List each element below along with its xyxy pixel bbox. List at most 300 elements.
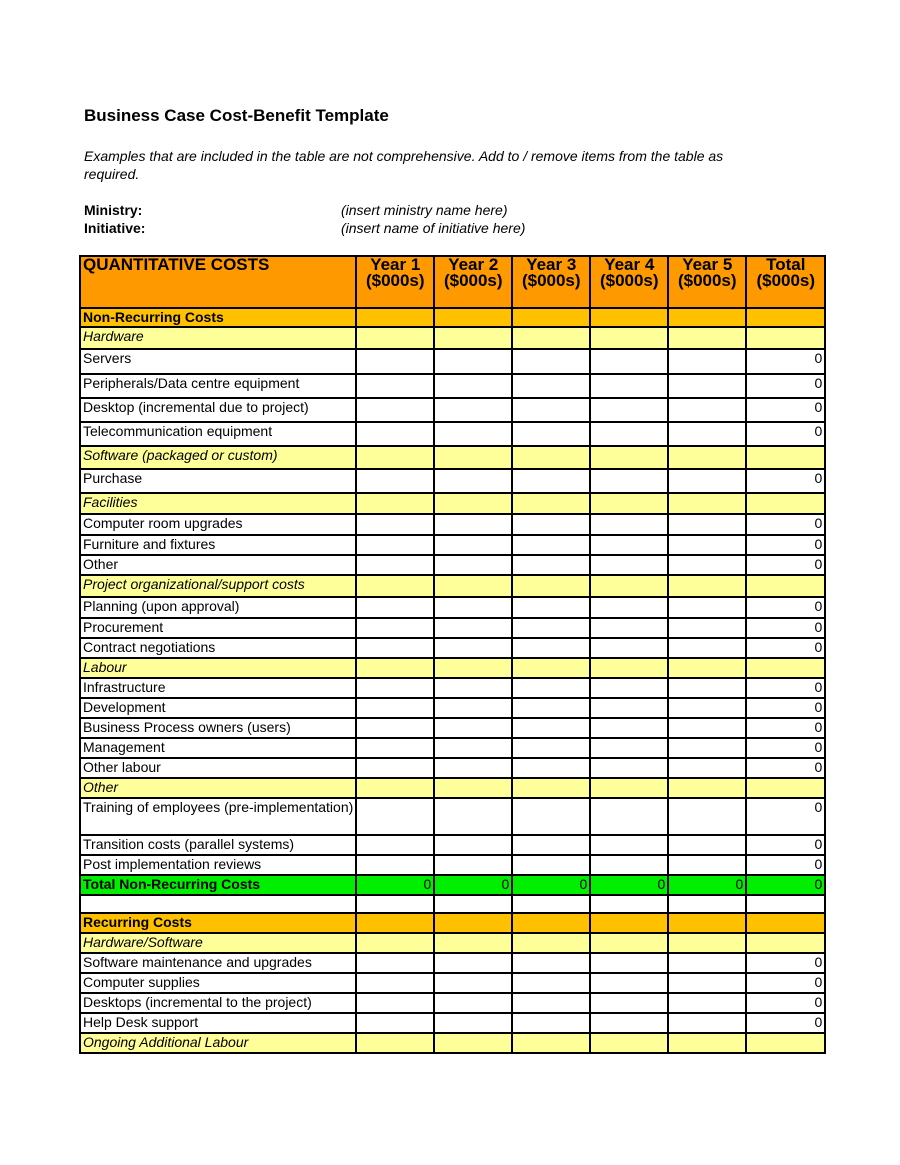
year-3-cell[interactable] (512, 597, 590, 618)
row-label: Post implementation reviews (80, 855, 356, 875)
row-label: Training of employees (pre-implementation) (80, 798, 356, 835)
year-3-cell (512, 913, 590, 933)
year-2-cell (434, 308, 512, 327)
row-label: Facilities (80, 493, 356, 514)
year-1-cell[interactable] (356, 758, 434, 778)
year-1-cell (356, 493, 434, 514)
year-3-cell[interactable] (512, 835, 590, 855)
cost-table (79, 255, 826, 1054)
year-5-cell[interactable] (668, 835, 746, 855)
year-1-cell[interactable] (356, 349, 434, 374)
table-row (80, 953, 825, 973)
year-5-cell[interactable] (668, 855, 746, 875)
year-4-cell[interactable] (590, 469, 668, 493)
year-2-cell[interactable] (434, 349, 512, 374)
year-3-header-line2: ($000s) (521, 271, 581, 290)
year-1-cell[interactable] (356, 422, 434, 446)
year-5-cell[interactable] (668, 953, 746, 973)
year-2-cell: 0 (434, 875, 512, 895)
total-cell (746, 933, 825, 953)
year-4-cell[interactable] (590, 398, 668, 422)
year-5-cell (668, 913, 746, 933)
year-5-cell (668, 933, 746, 953)
subsection-row (80, 778, 825, 798)
total-cell: 0 (746, 514, 825, 535)
year-1-cell[interactable] (356, 618, 434, 638)
year-1-cell[interactable] (356, 738, 434, 758)
year-2-cell (434, 575, 512, 597)
year-3-cell[interactable] (512, 514, 590, 535)
year-1-header-line1: Year 1 (370, 256, 421, 274)
total-cell: 0 (746, 349, 825, 374)
year-3-cell[interactable] (512, 973, 590, 993)
year-3-cell (512, 778, 590, 798)
subsection-row (80, 327, 825, 349)
year-2-cell[interactable] (434, 953, 512, 973)
year-1-header-line2: ($000s) (365, 271, 425, 290)
table-row (80, 374, 825, 398)
row-label: Desktop (incremental due to project) (80, 398, 356, 422)
total-cell (746, 658, 825, 678)
table-row (80, 469, 825, 493)
year-1-cell[interactable] (356, 514, 434, 535)
row-label: Contract negotiations (80, 638, 356, 658)
year-2-cell (434, 327, 512, 349)
year-2-cell[interactable] (434, 758, 512, 778)
year-2-header-line2: ($000s) (443, 271, 503, 290)
ministry-label: Ministry: (84, 202, 143, 218)
total-cell (746, 327, 825, 349)
year-2-cell[interactable] (434, 398, 512, 422)
table-header-row (80, 256, 825, 308)
year-3-cell[interactable] (512, 618, 590, 638)
year-3-cell[interactable] (512, 953, 590, 973)
year-4-cell[interactable] (590, 618, 668, 638)
year-5-cell[interactable] (668, 798, 746, 835)
total-cell (746, 446, 825, 469)
year-3-cell (512, 658, 590, 678)
row-label: Planning (upon approval) (80, 597, 356, 618)
total-cell: 0 (746, 698, 825, 718)
table-row (80, 555, 825, 575)
row-label: Total Non-Recurring Costs (80, 875, 356, 895)
year-3-header (512, 256, 590, 308)
year-4-cell[interactable] (590, 738, 668, 758)
year-5-cell (668, 778, 746, 798)
row-label: Recurring Costs (80, 913, 356, 933)
total-header-line2: ($000s) (756, 271, 816, 290)
year-4-cell[interactable] (590, 798, 668, 835)
year-5-cell (668, 308, 746, 327)
year-4-cell[interactable] (590, 555, 668, 575)
year-4-cell (590, 575, 668, 597)
row-label: Help Desk support (80, 1013, 356, 1033)
total-cell: 0 (746, 798, 825, 835)
year-4-cell[interactable] (590, 1013, 668, 1033)
year-1-cell (356, 778, 434, 798)
year-1-cell[interactable] (356, 374, 434, 398)
total-cell: 0 (746, 758, 825, 778)
table-row (80, 398, 825, 422)
year-5-cell[interactable] (668, 349, 746, 374)
year-4-cell[interactable] (590, 514, 668, 535)
year-4-cell (590, 1033, 668, 1053)
table-row (80, 618, 825, 638)
total-cell (746, 913, 825, 933)
total-cell (746, 1033, 825, 1053)
row-label: Software (packaged or custom) (80, 446, 356, 469)
total-cell: 0 (746, 555, 825, 575)
year-2-cell (434, 895, 512, 913)
year-5-cell[interactable] (668, 618, 746, 638)
table-row (80, 349, 825, 374)
row-label: Labour (80, 658, 356, 678)
year-4-cell[interactable] (590, 953, 668, 973)
year-3-cell[interactable] (512, 374, 590, 398)
year-2-cell[interactable] (434, 618, 512, 638)
year-4-cell[interactable] (590, 678, 668, 698)
total-cell: 0 (746, 875, 825, 895)
year-1-cell (356, 308, 434, 327)
year-2-cell[interactable] (434, 698, 512, 718)
year-5-cell[interactable] (668, 514, 746, 535)
year-3-cell[interactable] (512, 855, 590, 875)
year-5-header-line1: Year 5 (682, 256, 733, 274)
year-2-cell[interactable] (434, 835, 512, 855)
total-row (80, 875, 825, 895)
year-3-cell (512, 308, 590, 327)
year-4-cell[interactable] (590, 374, 668, 398)
year-1-cell[interactable] (356, 535, 434, 555)
total-cell: 0 (746, 535, 825, 555)
table-row (80, 422, 825, 446)
year-2-cell[interactable] (434, 798, 512, 835)
intro-text: Examples that are included in the table are not comprehensive. Add to / remove items from the table as required. (84, 148, 724, 182)
year-1-cell (356, 913, 434, 933)
row-label: Management (80, 738, 356, 758)
row-label: Servers (80, 349, 356, 374)
year-4-cell (590, 493, 668, 514)
year-5-cell (668, 658, 746, 678)
year-5-cell[interactable] (668, 1013, 746, 1033)
year-1-cell (356, 1033, 434, 1053)
row-label: Computer room upgrades (80, 514, 356, 535)
table-row (80, 855, 825, 875)
year-4-cell[interactable] (590, 698, 668, 718)
year-4-cell (590, 913, 668, 933)
year-3-cell[interactable] (512, 1013, 590, 1033)
year-3-cell[interactable] (512, 738, 590, 758)
year-5-cell[interactable] (668, 398, 746, 422)
row-label: Desktops (incremental to the project) (80, 993, 356, 1013)
year-5-cell[interactable] (668, 758, 746, 778)
total-cell: 0 (746, 374, 825, 398)
total-header (746, 256, 825, 308)
total-cell: 0 (746, 618, 825, 638)
year-2-cell (434, 493, 512, 514)
year-2-cell (434, 446, 512, 469)
year-5-cell[interactable] (668, 422, 746, 446)
spacer-cell (80, 895, 356, 913)
year-4-header-line1: Year 4 (604, 256, 655, 274)
year-2-cell[interactable] (434, 678, 512, 698)
total-cell: 0 (746, 398, 825, 422)
year-3-cell[interactable] (512, 798, 590, 835)
year-4-cell[interactable] (590, 638, 668, 658)
row-label: Ongoing Additional Labour (80, 1033, 356, 1053)
table-row (80, 678, 825, 698)
year-5-cell (668, 895, 746, 913)
year-4-cell[interactable] (590, 855, 668, 875)
year-3-cell[interactable] (512, 469, 590, 493)
total-cell: 0 (746, 469, 825, 493)
quantitative-costs-header: QUANTITATIVE COSTS (80, 256, 356, 308)
year-5-header (668, 256, 746, 308)
total-cell: 0 (746, 973, 825, 993)
year-2-cell[interactable] (434, 597, 512, 618)
year-5-cell[interactable] (668, 678, 746, 698)
total-cell: 0 (746, 738, 825, 758)
year-2-cell[interactable] (434, 422, 512, 446)
year-1-cell[interactable] (356, 835, 434, 855)
year-2-cell[interactable] (434, 855, 512, 875)
cost-table-body (80, 308, 825, 1053)
year-2-cell[interactable] (434, 638, 512, 658)
table-row (80, 973, 825, 993)
row-label: Other labour (80, 758, 356, 778)
table-row (80, 1013, 825, 1033)
year-3-cell (512, 895, 590, 913)
year-1-cell (356, 933, 434, 953)
year-4-cell (590, 895, 668, 913)
year-2-cell (434, 658, 512, 678)
table-row (80, 698, 825, 718)
year-5-cell (668, 493, 746, 514)
year-4-cell[interactable] (590, 993, 668, 1013)
table-row (80, 835, 825, 855)
total-cell: 0 (746, 855, 825, 875)
year-3-cell (512, 1033, 590, 1053)
row-label: Infrastructure (80, 678, 356, 698)
year-2-cell (434, 1033, 512, 1053)
total-cell: 0 (746, 597, 825, 618)
total-header-line1: Total (766, 256, 806, 274)
total-cell (746, 778, 825, 798)
year-3-cell[interactable] (512, 535, 590, 555)
year-1-cell (356, 446, 434, 469)
row-label: Other (80, 555, 356, 575)
year-1-header (356, 256, 434, 308)
year-5-cell[interactable] (668, 718, 746, 738)
year-4-cell[interactable] (590, 535, 668, 555)
year-2-cell (434, 933, 512, 953)
ministry-value[interactable]: (insert ministry name here) (341, 202, 508, 218)
year-1-cell[interactable] (356, 638, 434, 658)
year-2-cell[interactable] (434, 993, 512, 1013)
year-2-cell[interactable] (434, 973, 512, 993)
row-label: Non-Recurring Costs (80, 308, 356, 327)
year-5-cell[interactable] (668, 469, 746, 493)
table-row (80, 718, 825, 738)
table-row (80, 514, 825, 535)
year-4-cell[interactable] (590, 349, 668, 374)
year-2-header (434, 256, 512, 308)
year-1-cell (356, 895, 434, 913)
year-3-cell[interactable] (512, 758, 590, 778)
year-5-cell (668, 575, 746, 597)
total-cell: 0 (746, 638, 825, 658)
year-3-cell[interactable] (512, 422, 590, 446)
table-row (80, 798, 825, 835)
year-1-cell[interactable] (356, 993, 434, 1013)
year-1-cell[interactable] (356, 678, 434, 698)
total-cell (746, 895, 825, 913)
year-3-cell (512, 575, 590, 597)
row-label: Transition costs (parallel systems) (80, 835, 356, 855)
year-1-cell[interactable] (356, 718, 434, 738)
year-2-cell (434, 913, 512, 933)
table-row (80, 993, 825, 1013)
table-row (80, 638, 825, 658)
section-row (80, 308, 825, 327)
year-2-cell[interactable] (434, 555, 512, 575)
total-cell: 0 (746, 422, 825, 446)
total-cell (746, 575, 825, 597)
section-row (80, 913, 825, 933)
year-3-header-line1: Year 3 (526, 256, 577, 274)
year-5-cell (668, 446, 746, 469)
table-row (80, 597, 825, 618)
year-3-cell[interactable] (512, 555, 590, 575)
year-5-cell: 0 (668, 875, 746, 895)
total-cell (746, 493, 825, 514)
year-1-cell[interactable] (356, 953, 434, 973)
year-1-cell[interactable] (356, 398, 434, 422)
year-2-cell[interactable] (434, 738, 512, 758)
initiative-label: Initiative: (84, 220, 146, 236)
row-label: Telecommunication equipment (80, 422, 356, 446)
year-2-cell[interactable] (434, 374, 512, 398)
year-4-header-line2: ($000s) (599, 271, 659, 290)
year-2-cell[interactable] (434, 718, 512, 738)
year-1-cell[interactable] (356, 855, 434, 875)
year-5-cell[interactable] (668, 738, 746, 758)
year-1-cell (356, 658, 434, 678)
year-5-cell[interactable] (668, 698, 746, 718)
year-4-cell[interactable] (590, 422, 668, 446)
table-row (80, 758, 825, 778)
year-4-header (590, 256, 668, 308)
year-1-cell (356, 575, 434, 597)
year-1-cell[interactable] (356, 555, 434, 575)
year-2-cell (434, 778, 512, 798)
year-3-cell (512, 446, 590, 469)
year-5-cell[interactable] (668, 638, 746, 658)
year-5-cell[interactable] (668, 555, 746, 575)
year-4-cell (590, 308, 668, 327)
year-1-cell[interactable] (356, 973, 434, 993)
subsection-row (80, 493, 825, 514)
row-label: Purchase (80, 469, 356, 493)
year-3-cell[interactable] (512, 993, 590, 1013)
table-row (80, 738, 825, 758)
subsection-row (80, 1033, 825, 1053)
row-label: Procurement (80, 618, 356, 638)
year-4-cell (590, 933, 668, 953)
initiative-value[interactable]: (insert name of initiative here) (341, 220, 526, 236)
year-5-cell (668, 327, 746, 349)
year-4-cell[interactable] (590, 597, 668, 618)
year-3-cell[interactable] (512, 678, 590, 698)
row-label: Project organizational/support costs (80, 575, 356, 597)
row-label: Development (80, 698, 356, 718)
year-5-cell (668, 1033, 746, 1053)
year-3-cell (512, 493, 590, 514)
year-4-cell[interactable] (590, 758, 668, 778)
year-5-header-line2: ($000s) (677, 271, 737, 290)
year-2-cell[interactable] (434, 1013, 512, 1033)
total-cell: 0 (746, 953, 825, 973)
subsection-row (80, 933, 825, 953)
subsection-row (80, 446, 825, 469)
year-4-cell[interactable] (590, 718, 668, 738)
year-4-cell[interactable] (590, 973, 668, 993)
row-label: Hardware (80, 327, 356, 349)
subsection-row (80, 575, 825, 597)
spacer-row (80, 895, 825, 913)
year-3-cell[interactable] (512, 698, 590, 718)
total-cell: 0 (746, 835, 825, 855)
subsection-row (80, 658, 825, 678)
table-row (80, 535, 825, 555)
year-5-cell[interactable] (668, 973, 746, 993)
year-1-cell[interactable] (356, 597, 434, 618)
year-5-cell[interactable] (668, 597, 746, 618)
year-1-cell: 0 (356, 875, 434, 895)
year-3-cell[interactable] (512, 718, 590, 738)
total-cell: 0 (746, 718, 825, 738)
year-3-cell (512, 327, 590, 349)
year-3-cell: 0 (512, 875, 590, 895)
year-3-cell (512, 933, 590, 953)
row-label: Software maintenance and upgrades (80, 953, 356, 973)
year-4-cell (590, 778, 668, 798)
row-label: Furniture and fixtures (80, 535, 356, 555)
row-label: Hardware/Software (80, 933, 356, 953)
year-5-cell[interactable] (668, 374, 746, 398)
year-3-cell[interactable] (512, 349, 590, 374)
year-4-cell (590, 446, 668, 469)
year-5-cell[interactable] (668, 993, 746, 1013)
total-cell (746, 308, 825, 327)
year-1-cell[interactable] (356, 1013, 434, 1033)
year-1-cell[interactable] (356, 798, 434, 835)
total-cell: 0 (746, 678, 825, 698)
year-2-cell[interactable] (434, 514, 512, 535)
year-4-cell[interactable] (590, 835, 668, 855)
year-5-cell[interactable] (668, 535, 746, 555)
document-title: Business Case Cost-Benefit Template (84, 106, 389, 125)
year-3-cell[interactable] (512, 398, 590, 422)
year-1-cell[interactable] (356, 698, 434, 718)
row-label: Business Process owners (users) (80, 718, 356, 738)
year-4-cell (590, 658, 668, 678)
year-1-cell[interactable] (356, 469, 434, 493)
year-3-cell[interactable] (512, 638, 590, 658)
year-4-cell (590, 327, 668, 349)
year-2-cell[interactable] (434, 469, 512, 493)
year-2-cell[interactable] (434, 535, 512, 555)
